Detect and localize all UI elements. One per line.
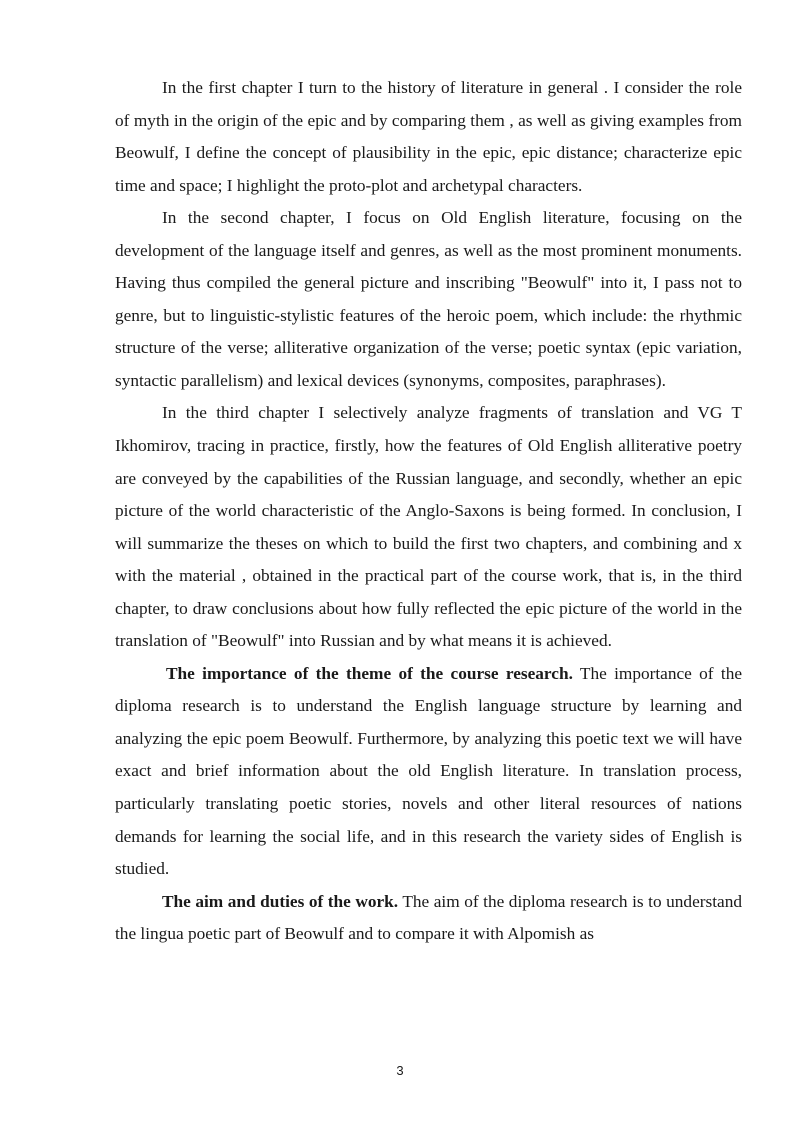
paragraph-second-chapter xyxy=(115,202,742,397)
paragraph-heading: The importance of the theme of the course research. xyxy=(166,663,573,683)
paragraph-heading: The aim and duties of the work. xyxy=(162,891,399,911)
paragraph-text: The importance of the diploma research is to understand the English language structure by learning and analyzing the epic poem Beowulf. Furthermore, by analyzing this poetic text we will have exact and brief information about the old English literature. In translation process, particularly translating poetic stories, novels and other literal resources of nations demands for learning the social life, and in this research the variety sides of English is studied. xyxy=(115,663,743,879)
paragraph-aim xyxy=(115,886,742,951)
paragraph-text: In the second chapter, I focus on Old English literature, focusing on the development of the language itself and genres, as well as the most prominent monuments. Having thus compiled the general picture and inscribing "Beowulf" into it, I pass not to genre, but to linguistic-stylistic features of the heroic poem, which include: the rhythmic structure of the verse; alliterative organization of the verse; poetic syntax (epic variation, syntactic parallelism) and lexical devices (synonyms, composites, paraphrases). xyxy=(115,208,742,390)
paragraph-first-chapter xyxy=(115,72,742,202)
body-text xyxy=(115,72,742,951)
paragraph-importance xyxy=(115,658,742,886)
page-number: 3 xyxy=(396,1063,404,1078)
paragraph-text: In the first chapter I turn to the history of literature in general . I consider the role of myth in the origin of the epic and by comparing them , as well as giving examples from Beowulf, I define the concept of plausibility in the epic, epic distance; characterize epic time and space; I highlight the proto-plot and archetypal characters. xyxy=(115,78,742,195)
paragraph-text: The aim of the diploma research is to understand the lingua poetic part of Beowulf and to compare it with Alpomish as xyxy=(115,891,742,944)
paragraph-third-chapter xyxy=(115,397,742,657)
paragraph-text: In the third chapter I selectively analyze fragments of translation and VG T Ikhomirov, tracing in practice, firstly, how the features of Old English alliterative poetry are conveyed by the capabilities of the Russian language, and secondly, whether an epic picture of the world characteristic of the Anglo-Saxons is being formed. In conclusion, I will summarize the theses on which to build the first two chapters, and combining and x with the material , obtained in the practical part of the course work, that is, in the third chapter, to draw conclusions about how fully reflected the epic picture of the world in the translation of "Beowulf" into Russian and by what means it is achieved. xyxy=(115,403,742,651)
